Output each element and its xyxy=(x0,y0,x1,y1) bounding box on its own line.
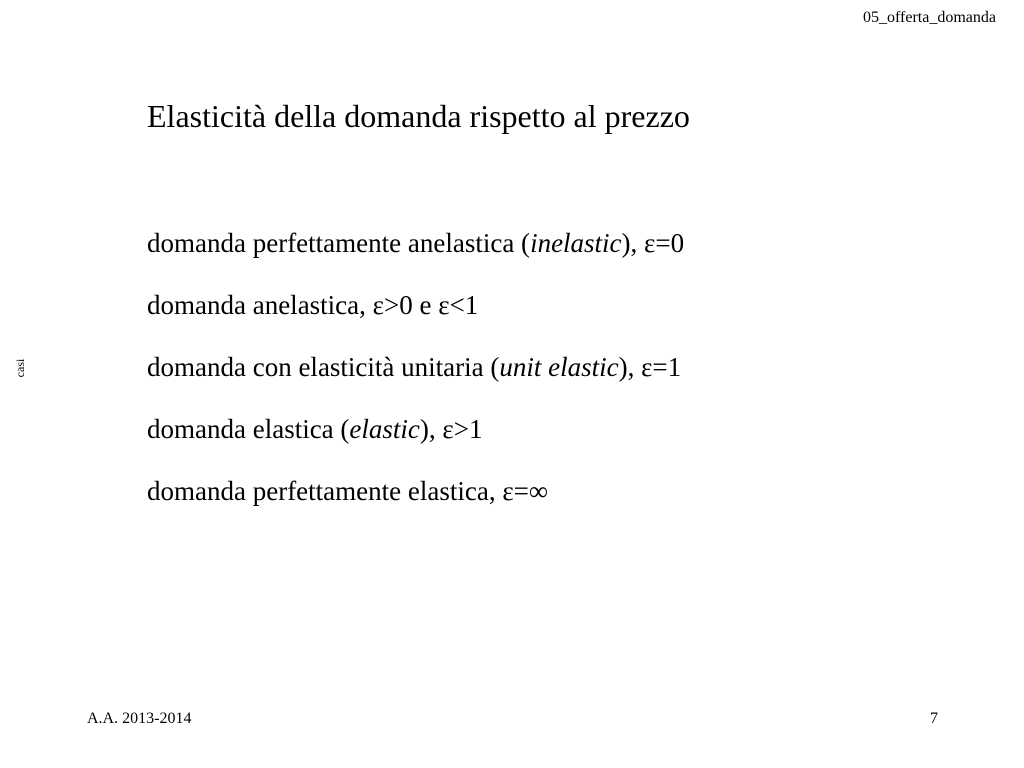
elasticity-cases-list xyxy=(147,222,684,532)
case-elasticity-value: ), ε>1 xyxy=(419,414,483,444)
footer-academic-year: A.A. 2013-2014 xyxy=(87,710,192,727)
case-text: domanda perfettamente elastica, ε=∞ xyxy=(147,476,549,506)
case-english-term: unit elastic xyxy=(499,352,619,382)
case-elastic xyxy=(147,408,684,470)
case-inelastic xyxy=(147,284,684,346)
case-text: domanda elastica ( xyxy=(147,414,350,444)
side-section-label-text: casi xyxy=(13,358,27,378)
case-perfectly-inelastic xyxy=(147,222,684,284)
header-file-tag: 05_offerta_domanda xyxy=(863,9,996,26)
footer-page-number: 7 xyxy=(930,710,938,727)
case-elasticity-value: ), ε=1 xyxy=(618,352,682,382)
case-text: domanda anelastica, ε>0 e ε<1 xyxy=(147,290,479,320)
case-english-term: inelastic xyxy=(530,228,622,258)
case-unit-elastic xyxy=(147,346,684,408)
case-text: domanda perfettamente anelastica ( xyxy=(147,228,531,258)
case-elasticity-value: ), ε=0 xyxy=(621,228,685,258)
slide-title: Elasticità della domanda rispetto al prezzo xyxy=(147,98,690,134)
case-english-term: elastic xyxy=(349,414,420,444)
case-perfectly-elastic xyxy=(147,470,684,532)
case-text: domanda con elasticità unitaria ( xyxy=(147,352,500,382)
